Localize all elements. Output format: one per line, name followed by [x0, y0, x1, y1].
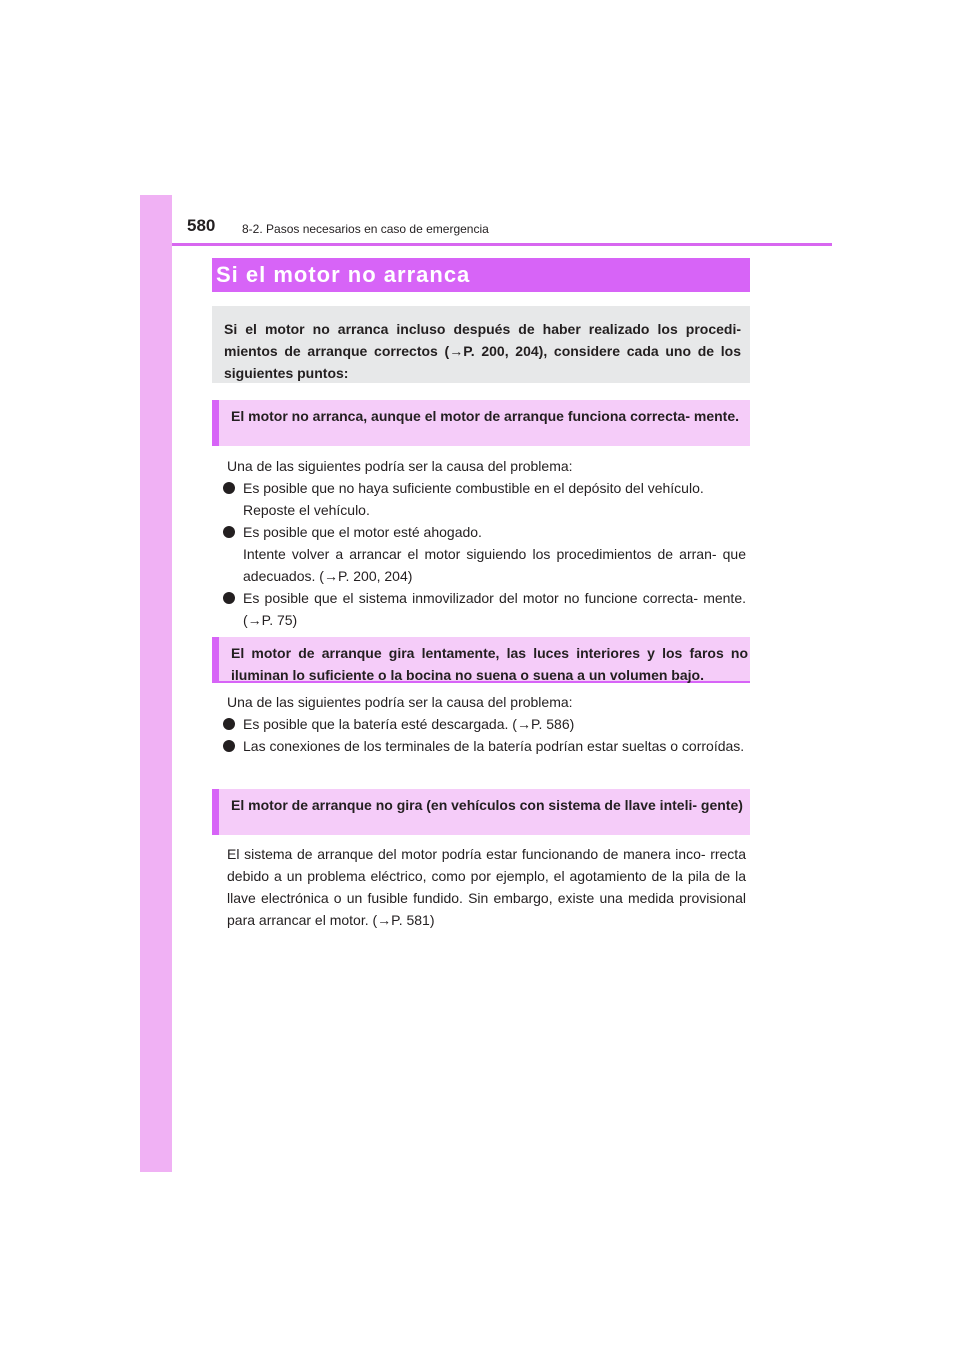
intro-text: Si el motor no arranca incluso después de haber realizado los procedi- mientos de arranque correctos (→P. 200, 204), considere cada uno de los siguientes puntos: [224, 321, 741, 381]
section-2-lead: Una de las siguientes podría ser la causa del problema: [227, 694, 573, 710]
bullet-text: Es posible que no haya suficiente combustible en el depósito del vehículo. [243, 480, 704, 496]
section-3-body: El sistema de arranque del motor podría estar funcionando de manera inco- rrecta debido a un problema eléctrico, como por ejemplo, el agotamiento de la pila de la llave electrónica o un fusible fundido. Sin embargo, existe una medida provisional para arrancar el motor. (→P. 581) [227, 846, 746, 928]
bullet-icon [223, 482, 235, 494]
section-1-lead: Una de las siguientes podría ser la causa del problema: [227, 458, 573, 474]
bullet-icon [223, 526, 235, 538]
list-item [223, 713, 746, 735]
list-item [223, 735, 746, 757]
list-item [223, 477, 746, 521]
bullet-icon [223, 718, 235, 730]
page-number: 580 [187, 216, 216, 235]
bullet-text: Es posible que la batería esté descargada. (→P. 586) [243, 716, 575, 732]
bullet-text: Las conexiones de los terminales de la batería podrían estar sueltas o corroídas. [243, 738, 745, 754]
subheading-3-text: El motor de arranque no gira (en vehículos con sistema de llave inteli- gente) [231, 797, 743, 813]
bullet-subtext: Intente volver a arrancar el motor siguiendo los procedimientos de arran- que adecuados. (→P. 200, 204) [243, 546, 746, 584]
list-item [223, 587, 746, 631]
list-item [223, 521, 746, 587]
subheading-1-text: El motor no arranca, aunque el motor de arranque funciona correcta- mente. [231, 408, 739, 424]
subheading-3 [212, 789, 750, 835]
subheading-1 [212, 400, 750, 446]
bullet-icon [223, 740, 235, 752]
section-path: 8-2. Pasos necesarios en caso de emergencia [242, 222, 489, 236]
side-tab-strip [140, 195, 172, 1172]
bullet-icon [223, 592, 235, 604]
subheading-2 [212, 637, 750, 683]
bullet-text: Es posible que el sistema inmovilizador del motor no funcione correcta- mente. (→P. 75) [243, 590, 746, 628]
bullet-text: Es posible que el motor esté ahogado. [243, 524, 482, 540]
page-title: Si el motor no arranca [216, 262, 471, 287]
bullet-subtext: Reposte el vehículo. [243, 502, 370, 518]
header-rule [172, 243, 832, 246]
subheading-2-text: El motor de arranque gira lentamente, las luces interiores y los faros no iluminan lo suficiente o la bocina no suena o suena a un volumen bajo. [231, 645, 748, 683]
